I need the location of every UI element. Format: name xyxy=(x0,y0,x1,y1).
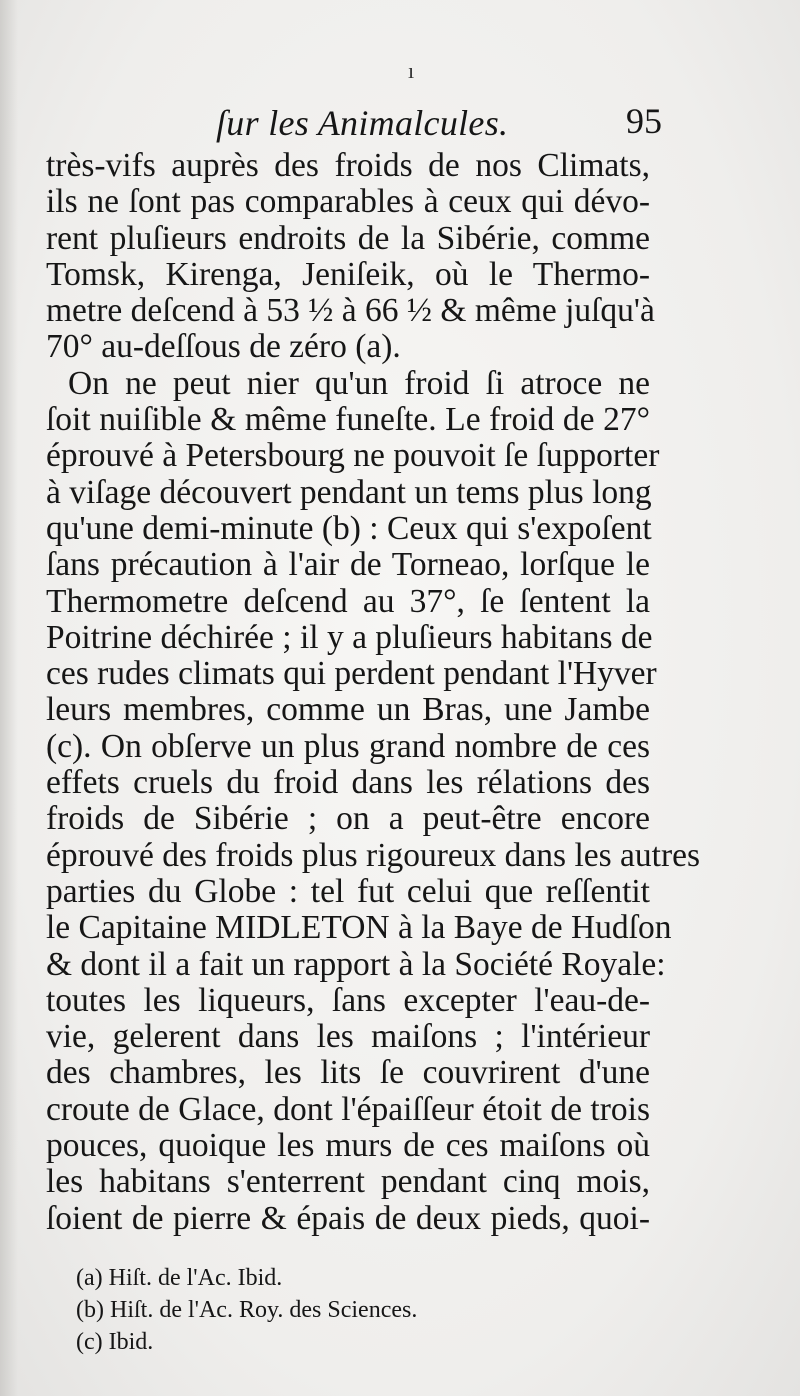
footnotes xyxy=(76,1262,596,1358)
text-line: les habitans s'enterrent pendant cinq mois, xyxy=(46,1163,650,1201)
text-line: leurs membres, comme un Bras, une Jambe xyxy=(46,691,650,729)
text-line: éprouvé des froids plus rigoureux dans les autres xyxy=(46,836,701,874)
text-line: éprouvé à Petersbourg ne pouvoit ſe ſupporter xyxy=(46,437,660,475)
text-line: Poitrine déchirée ; il y a pluſieurs habitans de xyxy=(46,618,653,656)
text-line: parties du Globe : tel fut celui que reſſentit xyxy=(46,872,650,910)
text-line: 70° au-deſſous de zéro (a). xyxy=(46,328,401,366)
text-line: On ne peut nier qu'un froid ſi atroce ne xyxy=(68,364,650,402)
text-line: croute de Glace, dont l'épaiſſeur étoit de trois xyxy=(46,1090,650,1128)
body-text xyxy=(46,147,701,1237)
gutter-shadow xyxy=(0,0,18,1396)
text-line: vie, gelerent dans les maiſons ; l'intérieur xyxy=(46,1018,650,1056)
page-header xyxy=(40,100,660,144)
text-line: (c). On obſerve un plus grand nombre de ces xyxy=(46,727,650,765)
text-line: Thermometre deſcend au 37°, ſe ſentent la xyxy=(46,582,650,620)
text-line: des chambres, les lits ſe couvrirent d'une xyxy=(46,1054,650,1092)
footnote-b: (b) Hiſt. de l'Ac. Roy. des Sciences. xyxy=(76,1297,418,1323)
text-line: le Capitaine MIDLETON à la Baye de Hudſon xyxy=(46,909,672,947)
text-line: ſoient de pierre & épais de deux pieds, quoi- xyxy=(46,1199,650,1237)
page-number: 95 xyxy=(626,101,662,141)
text-line: ces rudes climats qui perdent pendant l'Hyver xyxy=(46,655,657,693)
footnote-c: (c) Ibid. xyxy=(76,1329,154,1355)
text-line: pouces, quoique les murs de ces maiſons où xyxy=(46,1127,650,1165)
text-line: metre deſcend à 53 ½ à 66 ½ & même juſqu'à xyxy=(46,292,655,330)
text-line: effets cruels du froid dans les rélations des xyxy=(46,764,650,802)
text-line: ils ne ſont pas comparables à ceux qui dévo- xyxy=(46,183,650,221)
text-line: très-vifs auprès des froids de nos Climats, xyxy=(46,147,650,184)
text-line: & dont il a fait un rapport à la Société Royale: xyxy=(46,945,666,983)
text-line: toutes les liqueurs, ſans excepter l'eau-de- xyxy=(46,981,650,1019)
footnote-a: (a) Hiſt. de l'Ac. Ibid. xyxy=(76,1265,283,1291)
text-line: qu'une demi-minute (b) : Ceux qui s'expoſent xyxy=(46,509,652,547)
text-line: froids de Sibérie ; on a peut-être encore xyxy=(46,800,650,838)
stray-mark: ı xyxy=(408,58,415,83)
text-line: ſans précaution à l'air de Torneao, lorſque le xyxy=(46,546,650,584)
running-head: ſur les Animalcules. xyxy=(216,103,509,143)
text-line: à viſage découvert pendant un tems plus long xyxy=(46,473,652,511)
text-line: Tomsk, Kirenga, Jeniſeik, où le Thermo- xyxy=(46,255,650,293)
text-line: ſoit nuiſible & même funeſte. Le froid de 27° xyxy=(46,401,650,439)
text-line: rent pluſieurs endroits de la Sibérie, comme xyxy=(46,219,650,257)
